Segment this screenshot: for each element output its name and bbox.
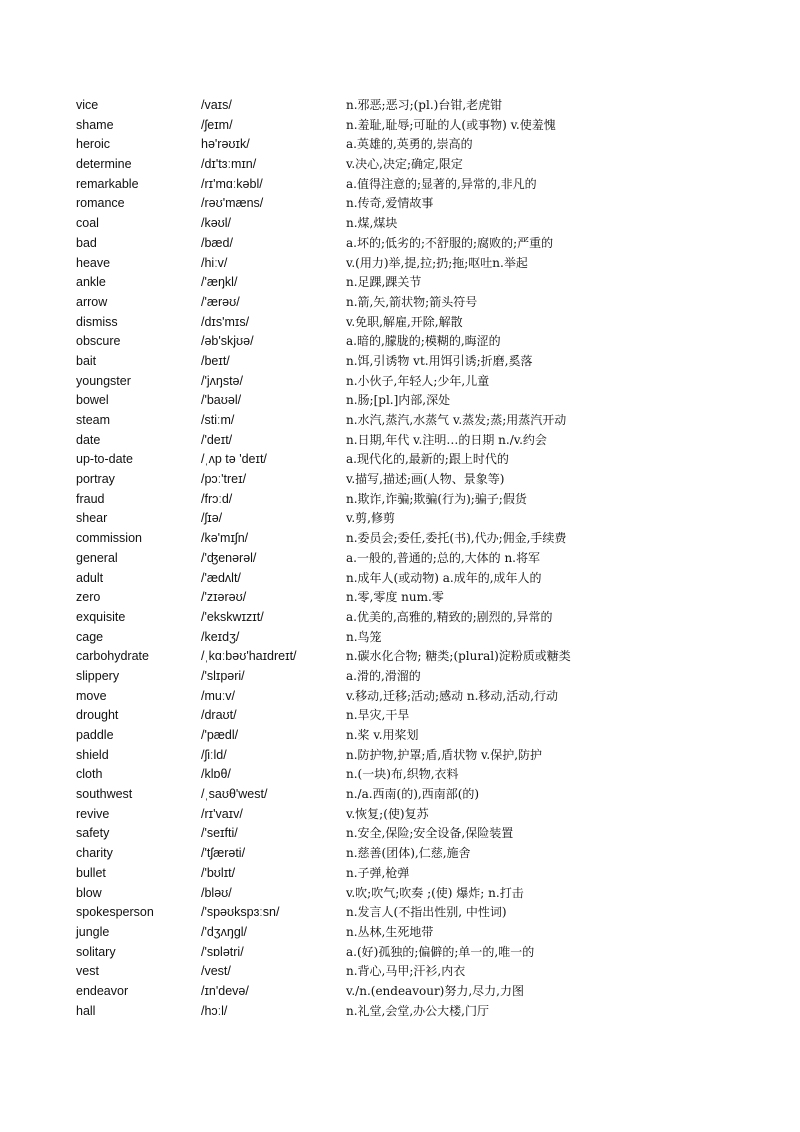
vocab-entry	[76, 884, 776, 904]
entry-definition: n.足踝,踝关节	[346, 275, 422, 290]
entry-phonetic: /ʃiːld/	[201, 747, 227, 762]
entry-word: portray	[76, 472, 115, 487]
entry-definition: v.剪,修剪	[346, 511, 395, 526]
vocab-entry	[76, 352, 776, 372]
vocab-entry	[76, 214, 776, 234]
vocab-entry	[76, 194, 776, 214]
entry-phonetic: /klɒθ/	[201, 767, 231, 782]
entry-phonetic: /ˌsaʊθ'west/	[201, 787, 268, 802]
entry-phonetic: /'ærəʊ/	[201, 294, 240, 309]
entry-word: determine	[76, 157, 132, 172]
entry-phonetic: /muːv/	[201, 688, 236, 703]
entry-word: carbohydrate	[76, 649, 149, 664]
vocab-entry	[76, 273, 776, 293]
entry-definition: n.鸟笼	[346, 629, 382, 644]
entry-phonetic: /dɪ'tɜːmɪn/	[201, 157, 257, 172]
vocab-entry	[76, 962, 776, 982]
entry-definition: v.决心,决定;确定,限定	[346, 157, 463, 172]
vocab-entry	[76, 982, 776, 1002]
entry-word: charity	[76, 846, 113, 861]
entry-phonetic: /'spəʊkspɜːsn/	[201, 905, 280, 920]
entry-phonetic: /'sɒlətri/	[201, 944, 244, 959]
entry-phonetic: /'deɪt/	[201, 432, 233, 447]
entry-word: shear	[76, 511, 108, 526]
entry-phonetic: /stiːm/	[201, 413, 235, 427]
entry-definition: n.(一块)布,织物,衣料	[346, 767, 459, 782]
entry-definition: n.邪恶;恶习;(pl.)台钳,老虎钳	[346, 98, 503, 112]
vocab-entry	[76, 313, 776, 333]
entry-word: coal	[76, 216, 99, 231]
entry-phonetic: /rəʊ'mæns/	[201, 196, 264, 211]
entry-word: blow	[76, 885, 102, 900]
entry-word: fraud	[76, 491, 105, 506]
entry-definition: n.成年人(或动物) a.成年的,成年人的	[346, 570, 542, 585]
vocab-entry	[76, 470, 776, 490]
entry-definition: a.滑的,滑溜的	[346, 668, 421, 683]
entry-phonetic: /hiːv/	[201, 255, 228, 270]
vocab-entry	[76, 824, 776, 844]
entry-definition: n.水汽,蒸汽,水蒸气 v.蒸发;蒸;用蒸汽开动	[346, 413, 567, 427]
entry-definition: a.值得注意的;显著的,异常的,非凡的	[346, 176, 537, 191]
entry-definition: n.箭,矢,箭状物;箭头符号	[346, 294, 478, 309]
entry-definition: n.委员会;委任,委托(书),代办;佣金,手续费	[346, 531, 567, 546]
entry-definition: a.现代化的,最新的;跟上时代的	[346, 452, 509, 467]
entry-definition: n.旱灾,干旱	[346, 708, 410, 723]
entry-word: shield	[76, 747, 109, 762]
entry-word: bad	[76, 235, 97, 250]
vocab-entry	[76, 903, 776, 923]
entry-phonetic: /'ekskwɪzɪt/	[201, 609, 264, 624]
entry-word: drought	[76, 708, 119, 723]
entry-definition: a.(好)孤独的;偏僻的;单一的,唯一的	[346, 944, 535, 959]
entry-word: solitary	[76, 944, 116, 959]
entry-phonetic: /kəʊl/	[201, 216, 232, 231]
entry-definition: n.煤,煤块	[346, 216, 398, 231]
entry-phonetic: /bləʊ/	[201, 885, 232, 900]
vocab-entry	[76, 765, 776, 785]
entry-definition: n.肠;[pl.]内部,深处	[346, 393, 451, 408]
entry-definition: v.描写,描述;画(人物、景象等)	[346, 472, 505, 487]
entry-definition: n.传奇,爱情故事	[346, 196, 434, 211]
entry-definition: n.欺诈,诈骗;欺骗(行为);骗子;假货	[346, 491, 527, 506]
entry-definition: a.英雄的,英勇的,崇高的	[346, 137, 473, 152]
vocab-entry	[76, 411, 776, 431]
entry-definition: n.子弹,枪弹	[346, 865, 410, 880]
entry-phonetic: /'pædl/	[201, 728, 239, 742]
vocab-entry	[76, 450, 776, 470]
entry-word: hall	[76, 1003, 96, 1018]
vocab-entry	[76, 647, 776, 667]
vocab-entry	[76, 588, 776, 608]
vocab-entry	[76, 155, 776, 175]
entry-definition: v.免职,解雇,开除,解散	[346, 314, 463, 329]
entry-phonetic: /keɪdʒ/	[201, 629, 240, 644]
entry-definition: a.优美的,高雅的,精致的;剧烈的,异常的	[346, 609, 553, 624]
entry-phonetic: /ɪn'devə/	[201, 983, 249, 998]
entry-word: commission	[76, 531, 142, 546]
vocab-entry	[76, 175, 776, 195]
vocab-entry	[76, 726, 776, 746]
entry-word: bowel	[76, 393, 109, 408]
entry-word: adult	[76, 570, 104, 585]
entry-word: zero	[76, 590, 101, 605]
entry-word: bait	[76, 353, 97, 368]
vocab-entry	[76, 509, 776, 529]
entry-phonetic: /'baʊəl/	[201, 393, 242, 408]
vocab-entry	[76, 332, 776, 352]
entry-phonetic: /ʃeɪm/	[201, 117, 233, 132]
entry-word: cloth	[76, 767, 103, 782]
entry-phonetic: /pɔː'treɪ/	[201, 472, 247, 487]
entry-word: vice	[76, 98, 99, 112]
vocab-entry	[76, 785, 776, 805]
vocab-entry	[76, 844, 776, 864]
vocab-entry	[76, 864, 776, 884]
entry-definition: n.小伙子,年轻人;少年,儿童	[346, 373, 490, 388]
entry-phonetic: /'ʤenərəl/	[201, 550, 257, 565]
entry-phonetic: /hɔːl/	[201, 1003, 228, 1018]
entry-phonetic: /'dʒʌŋgl/	[201, 924, 248, 939]
entry-phonetic: /draʊt/	[201, 708, 237, 723]
vocab-entry	[76, 135, 776, 155]
entry-word: southwest	[76, 787, 133, 802]
entry-definition: n.零,零度 num.零	[346, 590, 444, 605]
entry-phonetic: /'tʃærəti/	[201, 846, 246, 861]
entry-word: obscure	[76, 334, 121, 349]
entry-phonetic: /'bʊlɪt/	[201, 865, 236, 880]
entry-definition: n.发言人(不指出性别, 中性词)	[346, 905, 507, 920]
entry-definition: n.日期,年代 v.注明…的日期 n./v.约会	[346, 432, 547, 447]
entry-definition: n.防护物,护罩;盾,盾状物 v.保护,防护	[346, 747, 543, 762]
entry-word: jungle	[76, 924, 110, 939]
vocab-entry	[76, 1002, 776, 1022]
vocab-entry	[76, 608, 776, 628]
entry-phonetic: /kə'mɪʃn/	[201, 531, 249, 546]
entry-word: general	[76, 550, 118, 565]
vocab-entry	[76, 923, 776, 943]
entry-definition: n.碳水化合物; 糖类;(plural)淀粉质或糖类	[346, 649, 571, 664]
vocab-entry	[76, 569, 776, 589]
entry-phonetic: /'seɪfti/	[201, 826, 238, 841]
entry-definition: n.背心,马甲;汗衫,内衣	[346, 964, 466, 979]
entry-phonetic: /rɪ'mɑːkəbl/	[201, 176, 263, 191]
entry-phonetic: /'slɪpəri/	[201, 668, 245, 683]
entry-word: vest	[76, 964, 99, 979]
entry-word: remarkable	[76, 176, 139, 191]
entry-definition: v.吹;吹气;吹奏 ;(使) 爆炸; n.打击	[346, 885, 524, 900]
entry-phonetic: /bæd/	[201, 235, 233, 250]
entry-word: bullet	[76, 865, 106, 880]
entry-phonetic: /'jʌŋstə/	[201, 373, 243, 388]
entry-word: slippery	[76, 668, 120, 683]
vocabulary-list	[76, 96, 776, 1021]
vocab-entry	[76, 391, 776, 411]
entry-word: ankle	[76, 275, 106, 290]
entry-definition: n.桨 v.用桨划	[346, 728, 419, 742]
entry-word: cage	[76, 629, 104, 644]
entry-word: up-to-date	[76, 452, 133, 467]
entry-definition: v.(用力)举,提,拉;扔;拖;呕吐n.举起	[346, 255, 528, 270]
entry-definition: a.一般的,普通的;总的,大体的 n.将军	[346, 550, 540, 565]
entry-word: move	[76, 688, 107, 703]
entry-definition: a.暗的,朦胧的;模糊的,晦涩的	[346, 334, 501, 349]
entry-word: paddle	[76, 728, 114, 742]
entry-phonetic: /beɪt/	[201, 353, 230, 368]
entry-definition: n.礼堂,会堂,办公大楼,门厅	[346, 1003, 489, 1018]
entry-phonetic: /ʃɪə/	[201, 511, 223, 526]
entry-definition: v.移动,迁移;活动;感动 n.移动,活动,行动	[346, 688, 559, 703]
entry-phonetic: /ˌʌp tə 'deɪt/	[201, 452, 267, 467]
vocab-entry	[76, 96, 776, 116]
entry-definition: v./n.(endeavour)努力,尽力,力图	[346, 983, 524, 998]
entry-phonetic: /'æŋkl/	[201, 275, 238, 290]
vocab-entry	[76, 234, 776, 254]
vocab-entry	[76, 254, 776, 274]
entry-phonetic: hə'rəʊɪk/	[201, 137, 250, 152]
entry-phonetic: /vaɪs/	[201, 98, 232, 112]
vocab-entry	[76, 628, 776, 648]
vocab-entry	[76, 805, 776, 825]
entry-phonetic: /'zɪərəʊ/	[201, 590, 247, 605]
entry-definition: n.饵,引诱物 vt.用饵引诱;折磨,奚落	[346, 353, 533, 368]
entry-definition: v.恢复;(使)复苏	[346, 806, 429, 821]
entry-word: revive	[76, 806, 110, 821]
entry-word: romance	[76, 196, 125, 211]
entry-word: heave	[76, 255, 111, 270]
vocab-entry	[76, 943, 776, 963]
entry-word: dismiss	[76, 314, 118, 329]
entry-word: endeavor	[76, 983, 129, 998]
entry-phonetic: /rɪ'vaɪv/	[201, 806, 243, 821]
vocab-entry	[76, 116, 776, 136]
vocab-entry	[76, 490, 776, 510]
entry-word: date	[76, 432, 101, 447]
entry-phonetic: /'ædʌlt/	[201, 570, 241, 585]
entry-phonetic: /ˌkɑːbəʊ'haɪdreɪt/	[201, 649, 297, 664]
vocab-entry	[76, 706, 776, 726]
vocab-entry	[76, 549, 776, 569]
entry-word: exquisite	[76, 609, 126, 624]
vocab-entry	[76, 746, 776, 766]
entry-definition: a.坏的;低劣的;不舒服的;腐败的;严重的	[346, 235, 554, 250]
vocab-entry	[76, 529, 776, 549]
entry-word: shame	[76, 117, 114, 132]
entry-phonetic: /vest/	[201, 964, 231, 979]
vocab-entry	[76, 372, 776, 392]
entry-definition: n.慈善(团体),仁慈,施舍	[346, 846, 471, 861]
vocab-entry	[76, 667, 776, 687]
entry-definition: n.丛林,生死地带	[346, 924, 434, 939]
entry-phonetic: /əb'skjʊə/	[201, 334, 254, 349]
entry-word: arrow	[76, 294, 108, 309]
entry-word: steam	[76, 413, 111, 427]
entry-word: heroic	[76, 137, 111, 152]
entry-word: youngster	[76, 373, 131, 388]
entry-phonetic: /frɔːd/	[201, 491, 233, 506]
vocab-entry	[76, 687, 776, 707]
vocab-entry	[76, 431, 776, 451]
entry-definition: n.羞耻,耻辱;可耻的人(或事物) v.使羞愧	[346, 117, 556, 132]
entry-word: safety	[76, 826, 110, 841]
entry-phonetic: /dɪs'mɪs/	[201, 314, 250, 329]
vocab-entry	[76, 293, 776, 313]
entry-definition: n.安全,保险;安全设备,保险装置	[346, 826, 514, 841]
entry-word: spokesperson	[76, 905, 154, 920]
entry-definition: n./a.西南(的),西南部(的)	[346, 787, 480, 802]
